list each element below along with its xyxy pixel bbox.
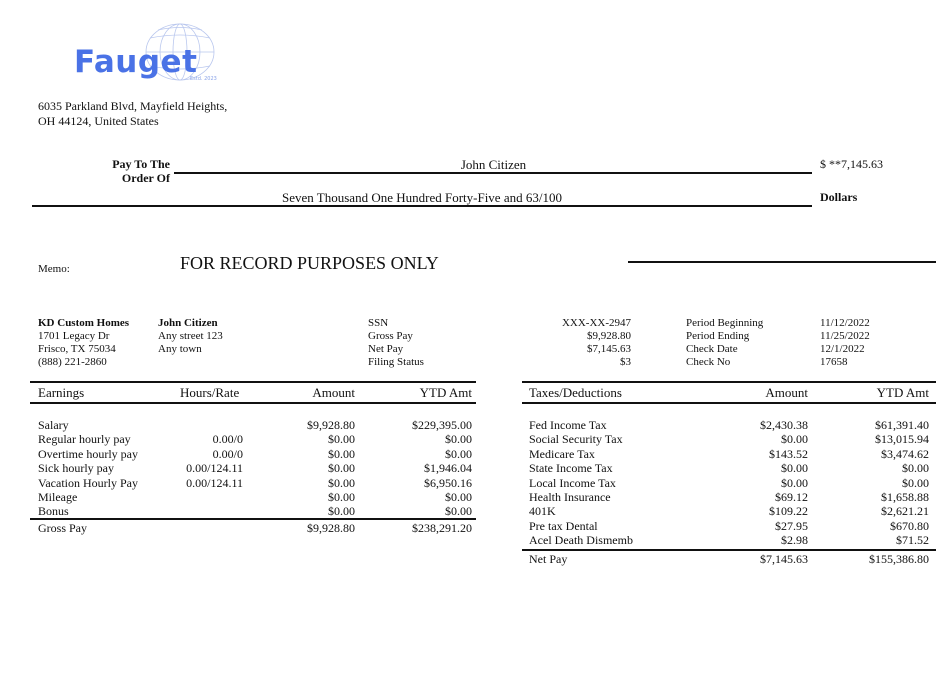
deduction-name: Social Security Tax	[529, 432, 623, 447]
earning-ytd: $0.00	[445, 432, 472, 447]
summary-label: Gross Pay	[368, 330, 413, 342]
earnings-header-ytd: YTD Amt	[419, 385, 472, 400]
pay-to-label	[100, 157, 170, 185]
employer-city: Frisco, TX 75034	[38, 343, 116, 355]
summary-value: $9,928.80	[587, 330, 631, 342]
deduction-name: Pre tax Dental	[529, 518, 598, 533]
check-amount: $ **7,145.63	[820, 157, 883, 171]
deductions-header-rule	[522, 402, 936, 404]
deduction-ytd: $61,391.40	[875, 418, 929, 432]
deduction-ytd: $1,658.88	[881, 490, 929, 504]
deduction-ytd: $670.80	[890, 518, 929, 533]
summary-value: XXX-XX-2947	[561, 317, 631, 329]
deduction-amount: $109.22	[769, 504, 808, 519]
earning-rate: 0.00/0	[212, 446, 243, 461]
deduction-ytd: $3,474.62	[881, 446, 929, 461]
deduction-name: Acel Death Dismemb	[529, 533, 633, 548]
deduction-amount: $143.52	[769, 446, 808, 461]
pay-to-label-line-2: Order Of	[121, 171, 170, 185]
earning-amount: $9,928.80	[307, 521, 355, 535]
period-value: 17658	[820, 356, 848, 368]
deduction-amount: $7,145.63	[760, 552, 808, 566]
deduction-ytd: $2,621.21	[881, 504, 929, 519]
earning-name: Overtime hourly pay	[38, 446, 138, 461]
deduction-name: State Income Tax	[529, 461, 613, 476]
period-value: 11/25/2022	[820, 330, 870, 342]
dollars-label: Dollars	[820, 190, 858, 204]
pay-to-label-line-1: Pay To The	[112, 157, 170, 171]
address-line-1: 6035 Parkland Blvd, Mayfield Heights,	[38, 99, 228, 113]
earning-name: Sick hourly pay	[38, 461, 114, 476]
earning-name: Gross Pay	[38, 521, 88, 535]
earning-ytd: $0.00	[445, 490, 472, 504]
deduction-amount: $27.95	[775, 518, 808, 533]
deduction-name: Health Insurance	[529, 490, 611, 504]
logo-wordmark: Fauget	[74, 44, 198, 80]
deductions-header-ytd: YTD Amt	[876, 385, 929, 400]
earning-amount: $0.00	[328, 446, 355, 461]
earning-ytd: $6,950.16	[424, 475, 472, 490]
deduction-ytd: $0.00	[902, 461, 929, 476]
signature-line	[628, 261, 936, 263]
earnings-header-name: Earnings	[38, 385, 85, 400]
summary-label: Filing Status	[368, 356, 424, 368]
deduction-ytd: $71.52	[896, 533, 929, 548]
employee-name: John Citizen	[158, 317, 218, 329]
earning-rate: 0.00/124.11	[186, 461, 243, 476]
earning-name: Vacation Hourly Pay	[38, 475, 138, 490]
earnings-total-rule	[30, 518, 476, 520]
company-logo	[72, 22, 222, 84]
period-label: Check No	[686, 356, 731, 368]
deduction-name: 401K	[529, 504, 556, 519]
summary-value: $7,145.63	[587, 343, 631, 355]
deduction-amount: $0.00	[781, 475, 808, 490]
period-value: 11/12/2022	[820, 317, 870, 329]
earning-rate: 0.00/0	[212, 432, 243, 447]
company-address	[38, 99, 227, 129]
address-line-2: OH 44124, United States	[38, 114, 159, 128]
employer-phone: (888) 221-2860	[38, 356, 107, 368]
deduction-amount: $69.12	[775, 490, 808, 504]
deduction-name: Fed Income Tax	[529, 418, 607, 432]
deduction-name: Local Income Tax	[529, 475, 616, 490]
summary-labels	[368, 317, 424, 369]
deduction-name: Net Pay	[529, 552, 568, 566]
earning-amount: $0.00	[328, 461, 355, 476]
period-label: Check Date	[686, 343, 738, 355]
employer-name: KD Custom Homes	[38, 317, 130, 329]
earning-name: Bonus	[38, 504, 69, 519]
deductions-header-name: Taxes/Deductions	[529, 385, 622, 400]
earning-amount: $0.00	[328, 432, 355, 447]
deduction-amount: $0.00	[781, 432, 808, 447]
period-labels	[686, 317, 763, 369]
employee-street: Any street 123	[158, 330, 223, 342]
earnings-header-rate: Hours/Rate	[180, 385, 240, 400]
summary-values	[530, 317, 631, 369]
earnings-top-rule	[30, 381, 476, 383]
earning-ytd: $229,395.00	[412, 418, 472, 432]
summary-label: SSN	[368, 317, 389, 329]
deduction-ytd: $13,015.94	[875, 432, 929, 447]
earning-ytd: $238,291.20	[412, 521, 472, 535]
earning-rate: 0.00/124.11	[186, 475, 243, 490]
employee-info	[158, 317, 223, 356]
earning-name: Mileage	[38, 490, 78, 504]
amount-words-line	[32, 205, 812, 207]
period-value: 12/1/2022	[820, 343, 865, 355]
earning-ytd: $0.00	[445, 504, 472, 519]
period-label: Period Ending	[686, 330, 750, 342]
employee-city: Any town	[158, 343, 202, 355]
period-values	[820, 317, 870, 369]
earning-name: Salary	[38, 418, 69, 432]
earning-amount: $0.00	[328, 475, 355, 490]
deductions-header-amount: Amount	[765, 385, 808, 400]
employer-street: 1701 Legacy Dr	[38, 330, 110, 342]
earnings-header-rule	[30, 402, 476, 404]
deductions-top-rule	[522, 381, 936, 383]
summary-value: $3	[620, 356, 631, 368]
earnings-header-amount: Amount	[312, 385, 355, 400]
period-label: Period Beginning	[686, 317, 764, 329]
deduction-ytd: $155,386.80	[869, 552, 929, 566]
employer-info	[38, 317, 129, 369]
earning-amount: $9,928.80	[307, 418, 355, 432]
deduction-name: Medicare Tax	[529, 446, 595, 461]
payee-line	[174, 172, 812, 174]
earning-ytd: $1,946.04	[424, 461, 472, 476]
earning-amount: $0.00	[328, 490, 355, 504]
memo-label: Memo:	[38, 263, 70, 275]
deduction-ytd: $0.00	[902, 475, 929, 490]
logo-tagline: Estd. 2023	[190, 76, 217, 82]
deduction-amount: $2.98	[781, 533, 808, 548]
earning-name: Regular hourly pay	[38, 432, 131, 447]
deduction-amount: $0.00	[781, 461, 808, 476]
amount-in-words: Seven Thousand One Hundred Forty-Five and 63/100	[282, 190, 562, 205]
earning-ytd: $0.00	[445, 446, 472, 461]
payee-name: John Citizen	[460, 157, 527, 172]
summary-label: Net Pay	[368, 343, 404, 355]
deductions-total-rule	[522, 549, 936, 551]
deduction-amount: $2,430.38	[760, 418, 808, 432]
memo-text: FOR RECORD PURPOSES ONLY	[180, 253, 439, 273]
earning-amount: $0.00	[328, 504, 355, 519]
